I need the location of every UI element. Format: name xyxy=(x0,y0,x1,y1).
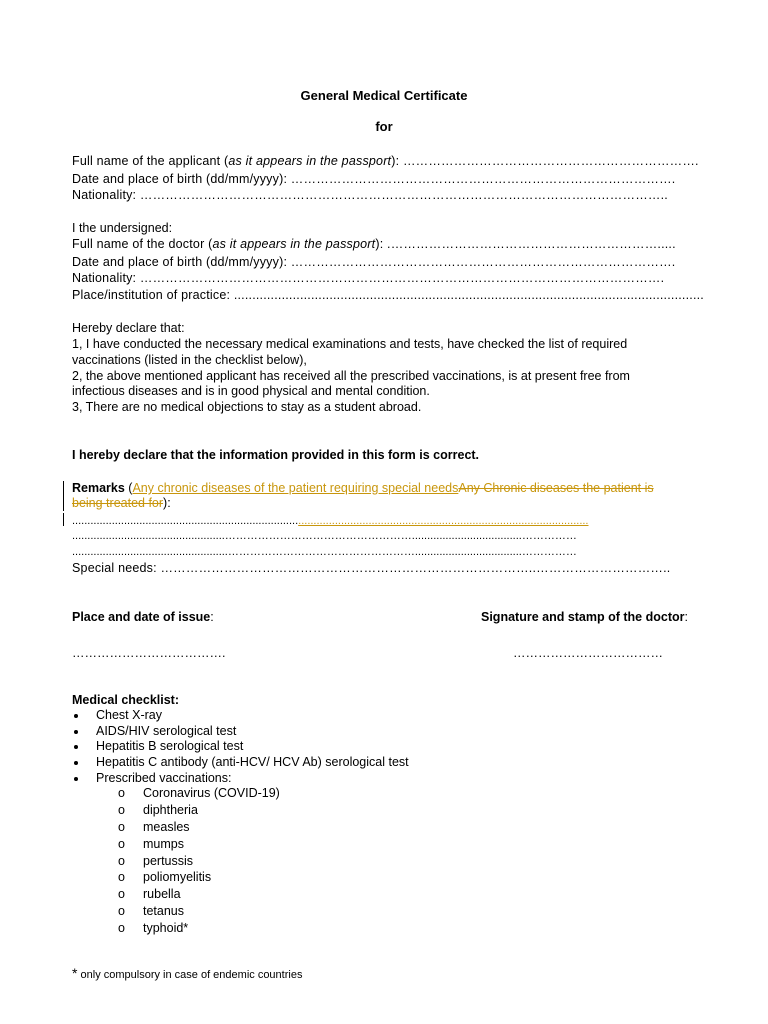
declaration-line-1a: 1, I have conducted the necessary medical examinations and tests, have checked the list of required xyxy=(72,337,628,351)
declaration-line-2a: 2, the above mentioned applicant has received all the prescribed vaccinations, is at present free from xyxy=(72,369,630,383)
applicant-name-label-passport: as it appears in the passport xyxy=(228,154,392,168)
checklist-item: Hepatitis B serological test xyxy=(96,739,244,753)
checklist-item: AIDS/HIV serological test xyxy=(96,724,237,738)
signature-field[interactable]: ……………………………… xyxy=(513,646,663,660)
footnote-star: * xyxy=(72,965,78,981)
applicant-name-fill[interactable]: ): ……………………………………………………………. xyxy=(391,154,699,168)
footnote-text: only compulsory in case of endemic countries xyxy=(77,969,303,981)
change-bar xyxy=(63,481,64,511)
vaccination-item: measles xyxy=(143,820,190,834)
circle-bullet-icon: o xyxy=(118,904,125,918)
circle-bullet-icon: o xyxy=(118,887,125,901)
special-needs-line[interactable]: Special needs: ……………………………………………………………………………..………………………….. xyxy=(72,561,671,575)
remarks-deleted-text-a[interactable]: Any Chronic diseases the patient is xyxy=(458,481,654,495)
bullet-icon xyxy=(74,745,78,749)
place-date-label-line xyxy=(72,609,214,625)
circle-bullet-icon: o xyxy=(118,854,125,868)
doctor-name-label-passport: as it appears in the passport xyxy=(212,237,376,251)
checklist-heading: Medical checklist: xyxy=(72,693,179,707)
declaration-line-3: 3, There are no medical objections to stay as a student abroad. xyxy=(72,400,422,414)
remarks-line xyxy=(72,480,654,496)
vaccination-item: typhoid* xyxy=(143,921,189,935)
declaration-heading: Hereby declare that: xyxy=(72,321,185,335)
vaccination-item: Coronavirus (COVID-19) xyxy=(143,786,280,800)
vaccination-item: tetanus xyxy=(143,904,185,918)
vaccination-item: pertussis xyxy=(143,854,194,868)
remarks-close-paren: ): xyxy=(163,496,171,510)
undersigned-label: I the undersigned: xyxy=(72,221,173,235)
place-date-field[interactable]: ………………………………. xyxy=(72,646,226,660)
page-subtitle: for xyxy=(375,119,393,134)
bullet-icon xyxy=(74,777,78,781)
page-title: General Medical Certificate xyxy=(300,88,468,103)
applicant-name-line xyxy=(72,153,699,169)
signature-label-line xyxy=(481,609,688,625)
declaration-line-2b: infectious diseases and is in good physical and mental condition. xyxy=(72,384,430,398)
applicant-nationality-line[interactable]: Nationality: …………………………………………………………………………………………………………….. xyxy=(72,188,668,202)
remarks-fill-line-3[interactable]: ...................................................……………………………………………...................................…………… xyxy=(72,546,577,558)
checklist-item: Chest X-ray xyxy=(96,708,162,722)
bullet-icon xyxy=(74,761,78,765)
remarks-fill-inserted: ............................................................................................... xyxy=(298,515,589,527)
vaccination-item: rubella xyxy=(143,887,181,901)
signature-label: Signature and stamp of the doctor xyxy=(481,610,685,624)
correct-statement: I hereby declare that the information provided in this form is correct. xyxy=(72,448,480,462)
doctor-place-line[interactable]: Place/institution of practice: ................................................................................................................................ xyxy=(72,288,704,302)
circle-bullet-icon: o xyxy=(118,921,125,935)
applicant-dob-line[interactable]: Date and place of birth (dd/mm/yyyy): ………………………………………………………………………………. xyxy=(72,172,676,186)
declaration-line-1b: vaccinations (listed in the checklist below), xyxy=(72,353,307,367)
remarks-deleted-text-b[interactable]: being treated for xyxy=(72,496,164,510)
doctor-name-label-a: Full name of the doctor ( xyxy=(72,237,213,251)
remarks-inserted-text[interactable]: Any chronic diseases of the patient requiring special needs xyxy=(132,481,459,495)
footnote xyxy=(72,965,302,983)
doctor-nationality-line[interactable]: Nationality: ……………………………………………………………………………………………………………. xyxy=(72,271,665,285)
doctor-dob-line[interactable]: Date and place of birth (dd/mm/yyyy): ………………………………………………………………………………. xyxy=(72,255,676,269)
signature-colon: : xyxy=(684,610,688,624)
applicant-name-label-a: Full name of the applicant ( xyxy=(72,154,229,168)
vaccination-item: poliomyelitis xyxy=(143,870,212,884)
checklist-item: Hepatitis C antibody (anti-HCV/ HCV Ab) serological test xyxy=(96,755,409,769)
place-date-colon: : xyxy=(210,610,214,624)
remarks-line-2 xyxy=(72,495,171,511)
circle-bullet-icon: o xyxy=(118,820,125,834)
place-date-label: Place and date of issue xyxy=(72,610,211,624)
remarks-fill-plain: .......................................................................... xyxy=(72,515,299,527)
circle-bullet-icon: o xyxy=(118,786,125,800)
circle-bullet-icon: o xyxy=(118,837,125,851)
doctor-name-fill[interactable]: ): .………………………………………………………..... xyxy=(375,237,676,251)
vaccination-item: diphtheria xyxy=(143,803,198,817)
remarks-fill-line-2[interactable]: ..................................................……………………………………………....................................…………… xyxy=(72,530,577,542)
checklist-item: Prescribed vaccinations: xyxy=(96,771,232,785)
vaccination-item: mumps xyxy=(143,837,184,851)
doctor-name-line xyxy=(72,236,676,252)
circle-bullet-icon: o xyxy=(118,803,125,817)
circle-bullet-icon: o xyxy=(118,870,125,884)
remarks-label: Remarks xyxy=(72,481,125,495)
change-bar-2 xyxy=(63,513,64,526)
remarks-fill-line-1[interactable] xyxy=(72,513,589,529)
bullet-icon xyxy=(74,714,78,718)
bullet-icon xyxy=(74,730,78,734)
remarks-open-paren: ( xyxy=(124,481,133,495)
